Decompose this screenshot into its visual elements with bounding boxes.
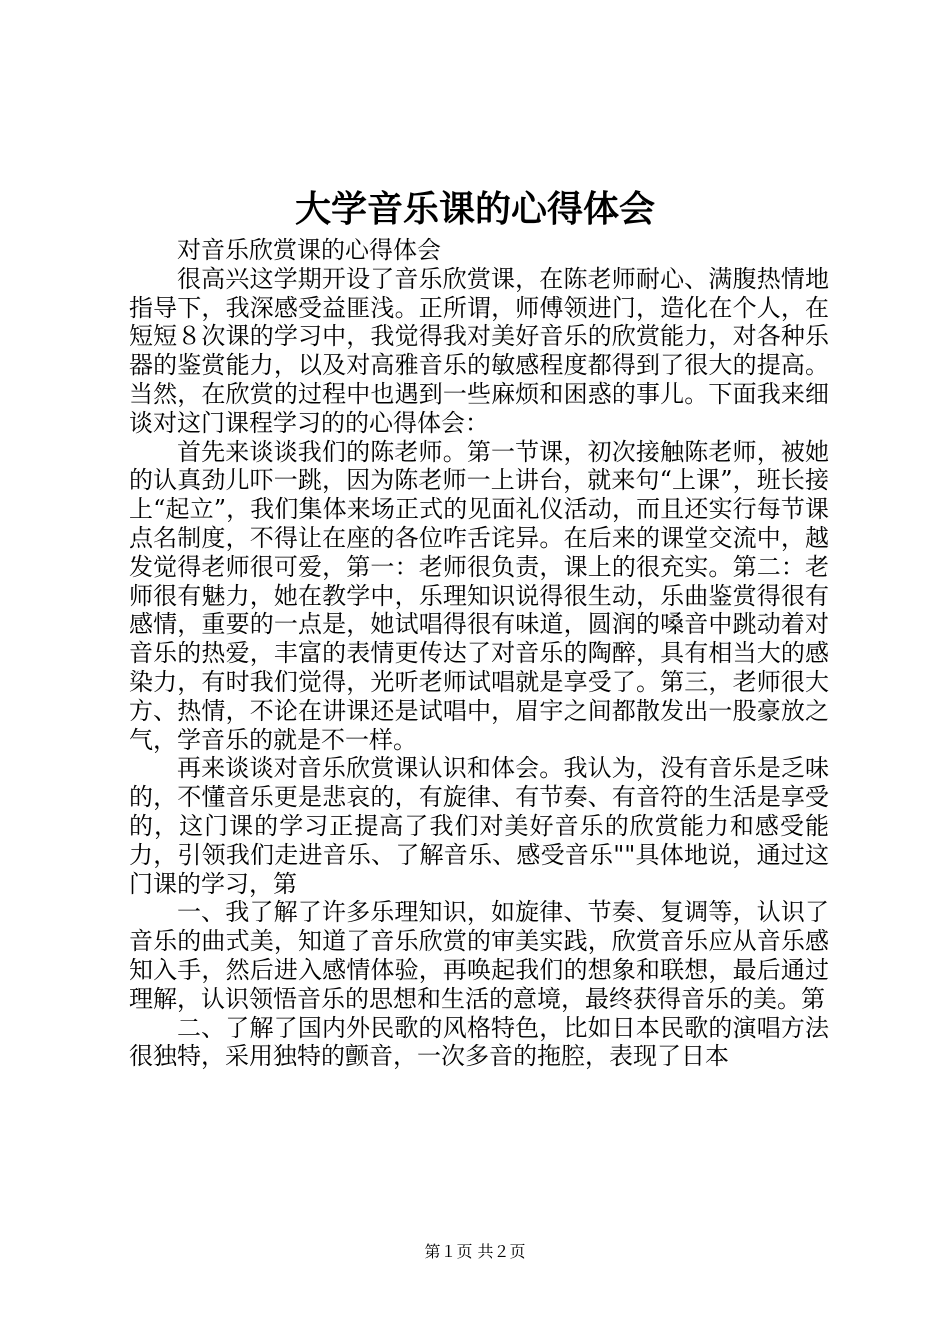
paragraph: 再来谈谈对音乐欣赏课认识和体会。我认为，没有音乐是乏味的，不懂音乐更是悲哀的，有旋律、有节奏、有音符的生活是享受的，这门课的学习正提高了我们对美好音乐的欣赏能力和感受能力，引领我们走进音乐、了解音乐、感受音乐""具体地说，通过这门课的学习，第 <box>129 754 829 898</box>
page-footer: 第１页 共２页 <box>424 1242 526 1261</box>
document-body <box>129 236 829 1071</box>
paragraph: 二、了解了国内外民歌的风格特色，比如日本民歌的演唱方法很独特，采用独特的颤音，一次多音的拖腔，表现了日本 <box>129 1013 829 1071</box>
paragraph: 对音乐欣赏课的心得体会 <box>177 236 441 264</box>
paragraph: 一、我了解了许多乐理知识，如旋律、节奏、复调等，认识了音乐的曲式美，知道了音乐欣赏的审美实践，欣赏音乐应从音乐感知入手，然后进入感情体验，再唤起我们的想象和联想，最后通过理解，认识领悟音乐的思想和生活的意境，最终获得音乐的美。第 <box>129 898 829 1013</box>
paragraph: 很高兴这学期开设了音乐欣赏课，在陈老师耐心、满腹热情地指导下，我深感受益匪浅。正所谓，师傅领进门，造化在个人，在短短８次课的学习中，我觉得我对美好音乐的欣赏能力，对各种乐器的鉴赏能力，以及对高雅音乐的敏感程度都得到了很大的提高。当然，在欣赏的过程中也遇到一些麻烦和困惑的事儿。下面我来细谈对这门课程学习的的心得体会： <box>129 264 829 437</box>
paragraph: 首先来谈谈我们的陈老师。第一节课，初次接触陈老师，被她的认真劲儿吓一跳，因为陈老师一上讲台，就来句“上课”，班长接上“起立”，我们集体来场正式的见面礼仪活动，而且还实行每节课点名制度，不得让在座的各位咋舌诧异。在后来的课堂交流中，越发觉得老师很可爱，第一：老师很负责，课上的很充实。第二：老师很有魅力，她在教学中，乐理知识说得很生动，乐曲鉴赏得很有感情，重要的一点是，她试唱得很有味道，圆润的嗓音中跳动着对音乐的热爱，丰富的表情更传达了对音乐的陶醉，具有相当大的感染力，有时我们觉得，光听老师试唱就是享受了。第三，老师很大方、热情，不论在讲课还是试唱中，眉宇之间都散发出一股豪放之气，学音乐的就是不一样。 <box>129 437 829 754</box>
document-title: 大学音乐课的心得体会 <box>294 188 655 230</box>
